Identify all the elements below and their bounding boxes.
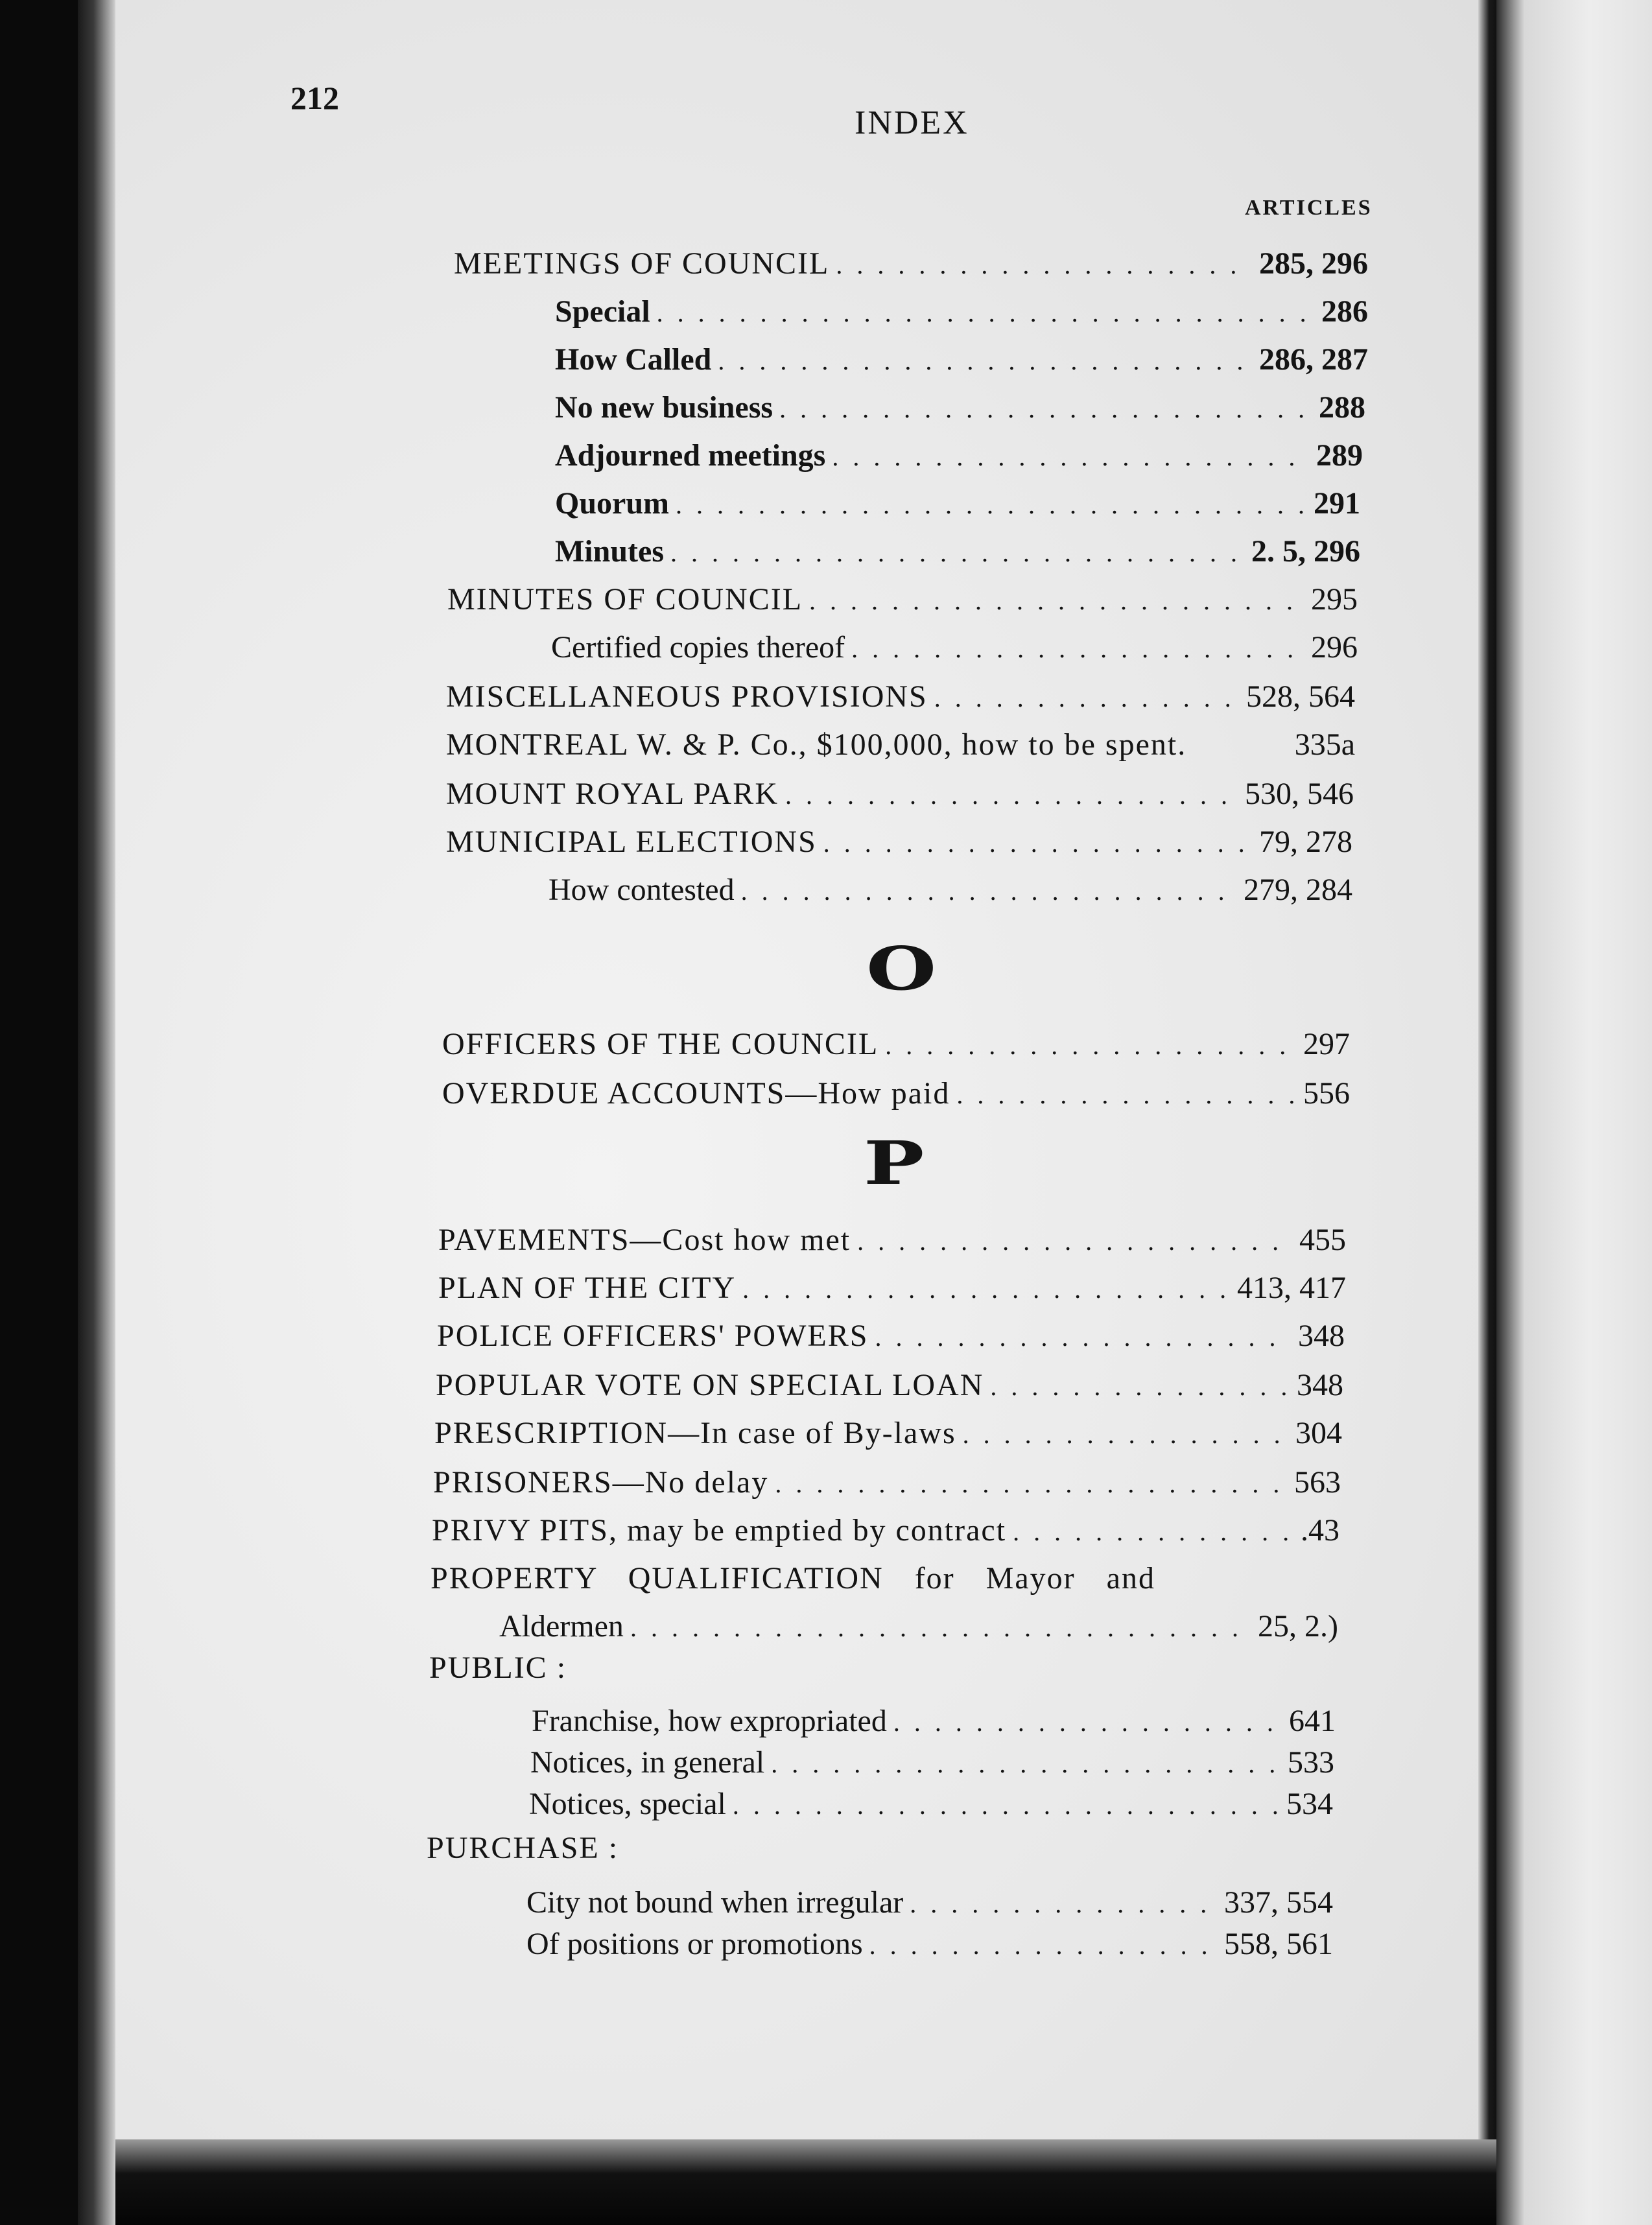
index-entry <box>442 1071 1350 1116</box>
index-entry <box>431 1556 1268 1601</box>
entry-label: City not bound when irregular <box>526 1885 904 1920</box>
entry-label: PROPERTY QUALIFICATION for Mayor and <box>431 1561 1155 1595</box>
entry-label: Quorum <box>555 486 670 521</box>
index-entry <box>446 771 1354 817</box>
index-entry <box>446 722 1355 768</box>
entry-ref: 641 <box>1289 1704 1336 1738</box>
index-entry <box>499 1604 1338 1649</box>
entry-ref: 279, 284 <box>1244 873 1352 907</box>
entry-label: Of positions or promotions <box>526 1927 863 1961</box>
entry-label: How contested <box>549 873 735 907</box>
entry-label: PUBLIC : <box>429 1651 567 1685</box>
entry-label: Minutes <box>555 534 664 569</box>
entry-label: POLICE OFFICERS' POWERS <box>437 1319 869 1353</box>
entry-ref: 286 <box>1321 294 1368 329</box>
leader-dots <box>741 869 1237 914</box>
leader-dots <box>785 773 1238 818</box>
index-entry <box>529 1782 1333 1827</box>
entry-label: PLAN OF THE CITY <box>438 1271 737 1305</box>
leader-dots <box>775 1461 1288 1507</box>
entry-ref: 289 <box>1316 438 1363 473</box>
entry-label: MISCELLANEOUS PROVISIONS <box>446 679 928 714</box>
index-entry <box>446 819 1352 865</box>
index-entry <box>555 289 1368 335</box>
index-entry <box>446 674 1355 720</box>
entry-ref: 563 <box>1294 1465 1341 1500</box>
section-letter-o: O <box>866 934 937 1004</box>
entry-label: PRISONERS—No delay <box>433 1465 769 1500</box>
entry-ref: 335a <box>1294 727 1355 762</box>
entry-ref: 556 <box>1303 1076 1350 1111</box>
index-entry <box>526 1922 1333 1967</box>
index-entry <box>555 529 1360 574</box>
entry-ref: .43 <box>1301 1513 1339 1548</box>
index-entry <box>438 1266 1346 1311</box>
index-entry <box>433 1460 1341 1505</box>
entry-label: Adjourned meetings <box>555 438 826 473</box>
leader-dots <box>934 676 1240 721</box>
index-entry <box>437 1313 1345 1359</box>
index-entry <box>447 577 1358 622</box>
section-letter-p: P <box>864 1128 925 1198</box>
index-entry <box>429 1645 1337 1691</box>
index-entry <box>434 1411 1342 1456</box>
articles-column-heading: ARTICLES <box>1245 196 1373 220</box>
leader-dots <box>1013 1509 1294 1555</box>
page-number: 212 <box>290 80 339 116</box>
entry-label: Franchise, how expropriated <box>532 1704 887 1738</box>
entry-label: Notices, in general <box>530 1745 765 1780</box>
running-head: INDEX <box>855 104 969 141</box>
entry-label: OVERDUE ACCOUNTS—How paid <box>442 1076 950 1111</box>
entry-ref: 286, 287 <box>1259 342 1368 377</box>
index-entry <box>427 1826 1334 1871</box>
entry-label: Aldermen <box>499 1609 624 1643</box>
index-entry <box>555 433 1363 478</box>
entry-label: Notices, special <box>529 1787 726 1821</box>
index-entry <box>555 481 1360 526</box>
leader-dots <box>779 386 1312 432</box>
leader-dots <box>657 290 1315 336</box>
entry-ref: 528, 564 <box>1246 679 1355 714</box>
leader-dots <box>630 1605 1251 1651</box>
entry-label: PAVEMENTS—Cost how met <box>438 1223 851 1257</box>
leader-dots <box>718 338 1253 384</box>
index-entry <box>551 625 1358 670</box>
leader-dots <box>836 242 1253 288</box>
entry-label: Special <box>555 294 650 329</box>
index-entry <box>432 1508 1339 1553</box>
entry-label: MEETINGS OF COUNCIL <box>454 246 830 281</box>
entry-label: MINUTES OF COUNCIL <box>447 582 803 617</box>
entry-label: MOUNT ROYAL PARK <box>446 777 779 811</box>
leader-dots <box>990 1364 1290 1409</box>
leader-dots <box>670 530 1245 576</box>
entry-label: POPULAR VOTE ON SPECIAL LOAN <box>436 1368 984 1402</box>
index-entry <box>549 867 1352 913</box>
index-entry <box>454 241 1368 287</box>
entry-ref: 291 <box>1314 486 1360 521</box>
index-entry <box>436 1363 1343 1408</box>
entry-ref: 348 <box>1298 1319 1345 1353</box>
entry-ref: 295 <box>1311 582 1358 617</box>
leader-dots <box>771 1741 1281 1787</box>
entry-ref: 304 <box>1295 1416 1342 1450</box>
index-entry <box>442 1022 1350 1067</box>
entry-ref: 413, 417 <box>1237 1271 1346 1305</box>
entry-label: OFFICERS OF THE COUNCIL <box>442 1027 879 1061</box>
entry-ref: 533 <box>1288 1745 1334 1780</box>
leader-dots <box>851 626 1304 672</box>
leader-dots <box>910 1881 1218 1927</box>
entry-ref: 288 <box>1319 390 1365 425</box>
index-entry <box>555 337 1368 383</box>
entry-label: Certified copies thereof <box>551 630 845 665</box>
index-entry <box>438 1218 1346 1263</box>
entry-ref: 297 <box>1303 1027 1350 1061</box>
entry-label: PURCHASE : <box>427 1831 619 1865</box>
entry-label: PRIVY PITS, may be emptied by contract <box>432 1513 1007 1548</box>
index-entry <box>555 385 1365 430</box>
entry-ref: 534 <box>1286 1787 1333 1821</box>
entry-label: MONTREAL W. & P. Co., $100,000, how to be spent. <box>446 727 1187 762</box>
leader-dots <box>809 578 1304 624</box>
leader-dots <box>869 1923 1218 1968</box>
entry-label: MUNICIPAL ELECTIONS <box>446 825 817 859</box>
index-entry <box>526 1880 1333 1925</box>
index-entry <box>530 1740 1334 1785</box>
entry-ref: 530, 546 <box>1245 777 1354 811</box>
leader-dots <box>823 821 1253 866</box>
entry-ref: 455 <box>1299 1223 1346 1257</box>
entry-ref: 285, 296 <box>1259 246 1368 281</box>
leader-dots <box>742 1267 1231 1312</box>
leader-dots <box>676 482 1307 528</box>
entry-ref: 79, 278 <box>1259 825 1352 859</box>
leader-dots <box>832 434 1310 480</box>
entry-label: PRESCRIPTION—In case of By-laws <box>434 1416 956 1450</box>
entry-ref: 337, 554 <box>1224 1885 1333 1920</box>
entry-ref: 2. 5, 296 <box>1251 534 1360 569</box>
leader-dots <box>857 1219 1293 1264</box>
leader-dots <box>875 1315 1292 1360</box>
leader-dots <box>893 1700 1282 1745</box>
entry-ref: 25, 2.) <box>1258 1609 1338 1643</box>
leader-dots <box>963 1412 1289 1457</box>
entry-label: How Called <box>555 342 712 377</box>
entry-label: No new business <box>555 390 773 425</box>
index-entry <box>532 1699 1336 1744</box>
leader-dots <box>956 1072 1297 1118</box>
entry-ref: 558, 561 <box>1224 1927 1333 1961</box>
leader-dots <box>885 1023 1297 1068</box>
leader-dots <box>733 1783 1280 1828</box>
entry-ref: 348 <box>1297 1368 1343 1402</box>
entry-ref: 296 <box>1311 630 1358 665</box>
